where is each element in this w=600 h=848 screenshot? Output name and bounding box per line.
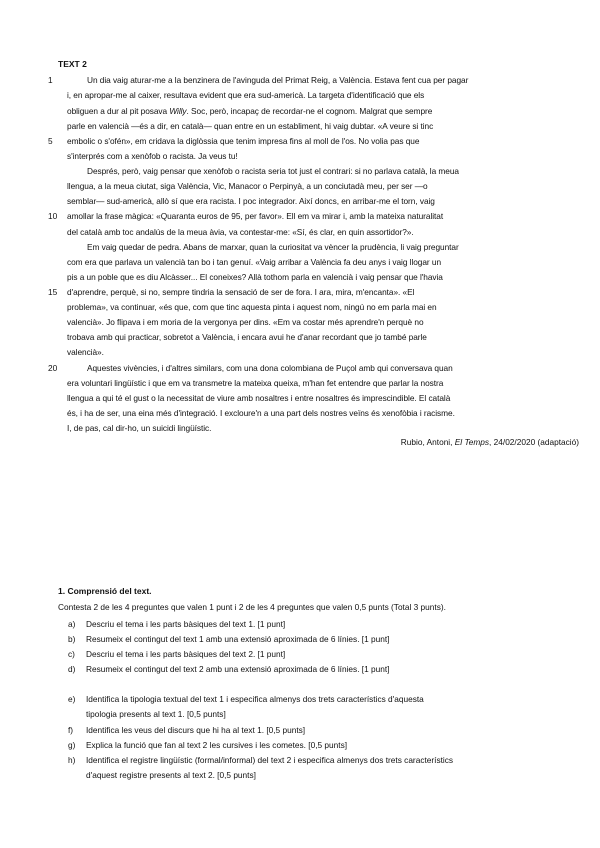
text-line: és, i ha de ser, una eina més d'integració. I excloure'n a una part dels nostres veïns és xenofòbia i racisme. [67,408,455,418]
line-number: 10 [48,211,58,221]
text-line: semblar— sud-americà, allò sí que era racista. I poc integrador. Així doncs, en arribar-me el torn, vaig [67,196,435,206]
question-text: Identifica el registre lingüístic (formal/informal) del text 2 i especifica almenys dos trets característics [86,755,454,765]
text-line: d'aprendre, perquè, si no, sempre tindria la sensació de ser de fora. I ara, mira, m'encanta». «El [67,287,415,297]
text-line: Després, però, vaig pensar que xenòfob o racista seria tot just el contrari: si no parlava català, la meua [87,166,459,176]
question-text: Resumeix el contingut del text 1 amb una extensió aproximada de 6 línies. [1 punt] [86,634,390,644]
text-line: del català amb toc andalús de la meua àvia, va contestar-me: «Sí, és clar, en quin assortidor?». [67,227,414,237]
question-label: e) [68,694,76,704]
question-item [68,740,347,750]
citation: Rubio, Antoni, El Temps, 24/02/2020 (adaptació) [400,437,579,447]
text-line: parle en valencià —és a dir, en català— quan entre en un establiment, hi vaig dubtar. «A veure si tinc [67,121,434,131]
text-line: I, de pas, cal dir-ho, un suicidi lingüístic. [67,423,212,433]
text-line: Aquestes vivències, i d'altres similars, com una dona colombiana de Puçol amb qui conversava quan [87,363,453,373]
question-text: Resumeix el contingut del text 2 amb una extensió aproximada de 6 línies. [1 punt] [86,664,390,674]
questions-intro: Contesta 2 de les 4 preguntes que valen 1 punt i 2 de les 4 preguntes que valen 0,5 punts (Total 3 punts). [58,602,446,612]
question-item [68,755,453,765]
text-line: problema», va continuar, «és que, com que tinc aquesta pinta i aquest nom, ningú no em parla mai en [67,302,437,312]
question-label: h) [68,755,76,765]
question-item [68,664,389,674]
question-label: b) [68,634,76,644]
question-text: Descriu el tema i les parts bàsiques del text 1. [1 punt] [86,619,286,629]
text-line: valencià». Jo flipava i em moria de la vergonya per dins. «Em va costar més aprendre'n perquè no [67,317,424,327]
text-line: Un dia vaig aturar-me a la benzinera de l'avinguda del Primat Reig, a València. Estava fent cua per pagar [87,75,469,85]
text-line: valencià». [67,347,104,357]
text-line: embolic o s'ofén», em cridava la diglòssia que tenim impresa fins al moll de l'os. No volia pas que [67,136,420,146]
question-label: d) [68,664,76,674]
text-line: llengua a qui té el gust o la necessitat de viure amb nosaltres i entre nosaltres és imprescindible. El català [67,393,451,403]
text-line: trobava amb qui practicar, sobretot a València, i encara avui he d'anar recordant que jo també parle [67,332,427,342]
text-line: i, en apropar-me al caixer, resultava evident que era sud-americà. La targeta d'identificació que els [67,90,425,100]
question-label: c) [68,649,75,659]
text-line: pis a un poble que es diu Alcàsser... El coneixes? Allà tothom parla en valencià i vaig pensar que l'havia [67,272,443,282]
question-item [68,694,424,704]
line-number: 1 [48,75,53,85]
line-number: 20 [48,363,58,373]
text-line: amollar la frase màgica: «Quaranta euros de 95, per favor». Ell em va mirar i, amb la mateixa naturalitat [67,211,444,221]
text-line: llengua, a la meua ciutat, siga València, Vic, Manacor o Perpinyà, a un conciutadà meu, per ser —o [67,181,428,191]
question-label: g) [68,740,76,750]
question-text: Descriu el tema i les parts bàsiques del text 2. [1 punt] [86,649,286,659]
text-line: era voluntari lingüístic i que em va transmetre la mateixa queixa, m'han fet entendre que parlar la nostra [67,378,444,388]
question-text: Explica la funció que fan al text 2 les cursives i les cometes. [0,5 punts] [86,740,348,750]
question-item [68,725,305,735]
question-text: Identifica les veus del discurs que hi ha al text 1. [0,5 punts] [86,725,306,735]
question-item [68,634,389,644]
question-text-continuation: tipologia presents al text 1. [0,5 punts] [86,709,226,719]
line-number: 5 [48,136,53,146]
text-line: s'interprés com a xenòfob o racista. Ja veus tu! [67,151,238,161]
line-number: 15 [48,287,58,297]
question-label: f) [68,725,74,735]
question-text: Identifica la tipologia textual del text 1 i especifica almenys dos trets característics d'aquesta [86,694,424,704]
text-line: obliguen a dur al pit posava Willy. Soc, però, incapaç de recordar-ne el cognom. Malgrat que sempre [67,106,433,116]
question-label: a) [68,619,76,629]
text-line: com era que parlava un valencià tan bo i tan genuí. «Vaig arribar a València fa deu anys i vaig llogar un [67,257,442,267]
questions-title: 1. Comprensió del text. [58,586,152,596]
question-text-continuation: d'aquest registre presents al text 2. [0,5 punts] [86,770,256,780]
question-item [68,619,285,629]
text-title: TEXT 2 [58,59,87,69]
question-item [68,649,285,659]
text-line: Em vaig quedar de pedra. Abans de marxar, quan la curiositat va vèncer la prudència, li vaig preguntar [87,242,459,252]
